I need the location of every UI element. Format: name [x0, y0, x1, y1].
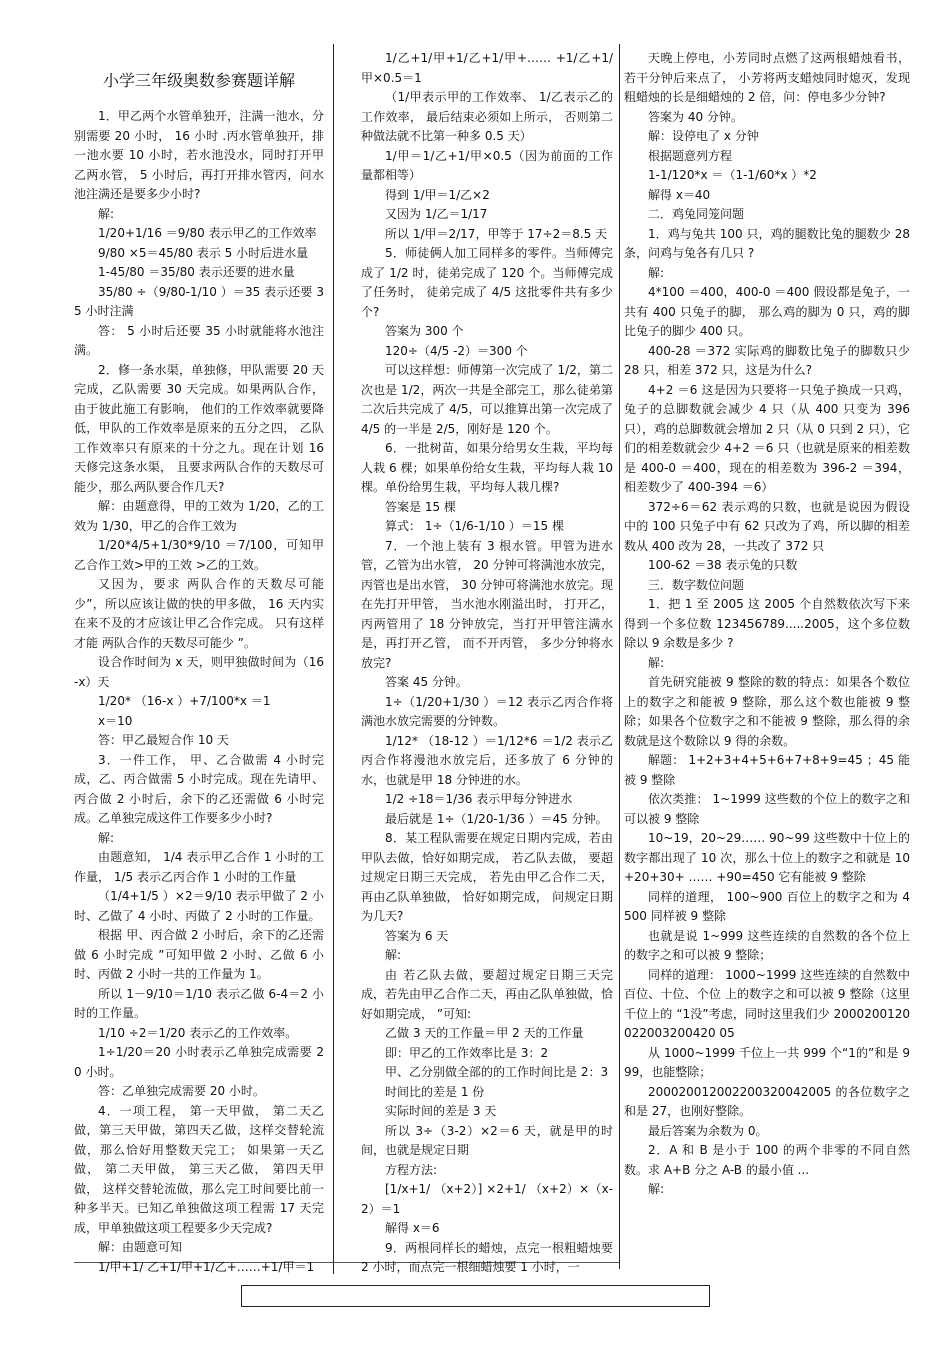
- paragraph: 同样的道理， 100~900 百位上的数字之和为 4500 同样被 9 整除: [624, 889, 910, 923]
- paragraph: x＝10: [98, 713, 133, 728]
- paragraph: 解题： 1+2+3+4+5+6+7+8+9=45 ；45 能被 9 整除: [624, 753, 910, 787]
- paragraph: 答案为 40 分钟。: [648, 109, 743, 124]
- paragraph: （1/甲表示甲的工作效率、 1/乙表示乙的工作效率， 最后结束必须如上所示， 否则第二种做法就不比第一种多 0.5 天）: [361, 90, 613, 143]
- paragraph: 372÷6＝62 表示鸡的只数，也就是说因为假设中的 100 只兔子中有 62 只改为了鸡，所以脚的相差数从 400 改为 28，一共改了 372 只: [624, 499, 910, 553]
- paragraph: 6．一批树苗，如果分给男女生栽，平均每人栽 6 棵；如果单份给女生栽，平均每人栽 10 棵。单份给男生栽，平均每人栽几棵?: [361, 441, 613, 494]
- paragraph: 200020012002200320042005 的各位数字之和是 27，也刚好整除。: [624, 1084, 910, 1118]
- paragraph: 答案是 15 棵: [385, 499, 456, 514]
- paragraph: 7．一个池上装有 3 根水管。甲管为进水管，乙管为出水管， 20 分钟可将满池水放完，丙管也是出水管， 30 分钟可将满池水放完。现在先打开甲管， 当水池水刚溢出时， 打开乙，丙两管用了 18 分钟放完，当打开甲管注满水是，再打开乙管， 而不开丙管， 多少分钟将水放完?: [361, 538, 613, 670]
- paragraph: 从 1000~1999 千位上一共 999 个“1的”和是 999，也能整除；: [624, 1045, 910, 1079]
- paragraph: 最后就是 1÷（1/20-1/36 ）＝45 分钟。: [385, 811, 608, 826]
- paragraph: 也就是说 1~999 这些连续的自然数的各个位上的数字之和可以被 9 整除；: [624, 928, 910, 962]
- paragraph: 1/2 ÷18＝1/36 表示甲每分钟进水: [385, 792, 573, 806]
- paragraph: 2．A 和 B 是小于 100 的两个非零的不同自然数。求 A+B 分之 A-B 的最小值 ...: [624, 1143, 910, 1177]
- paragraph: 解:: [648, 1182, 665, 1196]
- paragraph: 方程方法:: [385, 1162, 438, 1177]
- paragraph: 1/20* （16-x ）+7/100*x ＝1: [98, 694, 271, 708]
- paragraph: 同样的道理： 1000~1999 这些连续的自然数中百位、十位、个位 上的数字之和可以被 9 整除（这里千位上的 “1没”考虑，同时这里我们少 2000200120022003200420 05: [624, 967, 910, 1040]
- paragraph: 4．一项工程， 第一天甲做， 第二天乙做，第三天甲做，第四天乙做，这样交替轮流做，那么恰好用整数天完工； 如果第一天乙做， 第二天甲做， 第三天乙做， 第四天甲做， 这样交替轮流做，那么完工时间要比前一种多半天。已知乙单独做这项工程需 17 天完成，甲单独做这项工程要多少天完成?: [74, 1103, 324, 1235]
- paragraph: 答：乙单独完成需要 20 小时。: [98, 1084, 265, 1098]
- paragraph: 4+2 ＝6 这是因为只要将一只兔子换成一只鸡， 兔子的总脚数就会减少 4 只（从 400 只变为 396 只），鸡的总脚数就会增加 2 只（从 0 只到 2 只），它们的相差数就会少 4+2 ＝6 只（也就是原来的相差数是 400-0 ＝400，现在的相差数为 396-2 ＝394，相差数少了 400-394 ＝6）: [624, 382, 910, 494]
- paragraph: 由 若乙队去做，要超过规定日期三天完成，若先由甲乙合作二天，再由乙队单独做，恰好如期完成， ”可知:: [361, 967, 614, 1021]
- paragraph: 根据 甲、丙合做 2 小时后，余下的乙还需做 6 小时完成 ”可知甲做 2 小时、乙做 6 小时、丙做 2 小时一共的工作量为 1。: [74, 928, 324, 981]
- paragraph: 甲、乙分别做全部的的工作时间比是 2：3: [385, 1065, 609, 1079]
- paragraph: 又因为 1/乙＝1/17: [385, 207, 488, 221]
- column-divider-left: [333, 44, 334, 1274]
- paragraph: 最后答案为余数为 0。: [648, 1123, 768, 1138]
- paragraph: 1．甲乙两个水管单独开，注满一池水，分别需要 20 小时， 16 小时 .丙水管单独开，排一池水要 10 小时，若水池没水，同时打开甲乙两水管， 5 小时后，再打开排水管丙，问水池注满还是要多少小时?: [74, 109, 324, 201]
- paragraph: 解得 x＝40: [648, 187, 711, 202]
- paragraph: 1/20*4/5+1/30*9/10 ＝7/100，可知甲乙合作工效>甲的工效 >乙的工效。: [74, 538, 324, 572]
- paragraph: 二．鸡兔同笼问题: [648, 207, 745, 221]
- paragraph: 即：甲乙的工作效率比是 3：2: [385, 1045, 549, 1060]
- paragraph: 1÷（1/20+1/30 ）＝12 表示乙丙合作将满池水放完需要的分钟数。: [361, 694, 613, 728]
- paragraph: 2．修一条水渠，单独修，甲队需要 20 天完成，乙队需要 30 天完成。如果两队合作，由于彼此施工有影响， 他们的工作效率就要降低，甲队的工作效率是原来的五分之四， 乙队工作效率只有原来的十分之九。现在计划 16 天修完这条水渠， 且要求两队合作的天数尽可能少，那么两队要合作几天?: [74, 362, 324, 494]
- paragraph: 4*100 ＝400，400-0 ＝400 假设都是兔子，一共有 400 只兔子的脚， 那么鸡的脚为 0 只，鸡的脚比兔子的脚少 400 只。: [624, 285, 910, 338]
- paragraph: 解:: [98, 206, 115, 221]
- document-title: 小学三年级奥数参赛题详解: [102, 71, 295, 90]
- column-2-body: [361, 49, 613, 1278]
- paragraph: 9．两根同样长的蜡烛，点完一根粗蜡烛要 2 小时，而点完一根细蜡烛要 1 小时，一: [361, 1240, 613, 1274]
- paragraph: 解:: [648, 265, 665, 280]
- paragraph: 5．师徒俩人加工同样多的零件。当师傅完成了 1/2 时，徒弟完成了 120 个。当师傅完成了任务时， 徒弟完成了 4/5 这批零件共有多少个?: [361, 246, 613, 319]
- paragraph: 解:: [648, 655, 665, 670]
- paragraph: 天晚上停电，小芳同时点燃了这两根蜡烛看书，若干分钟后来点了， 小芳将两支蜡烛同时熄灭，发现粗蜡烛的长是细蜡烛的 2 倍，问：停电多少分钟?: [624, 51, 910, 104]
- paragraph: 9/80 ×5＝45/80 表示 5 小时后进水量: [98, 245, 309, 260]
- paragraph: 10~19，20~29…… 90~99 这些数中十位上的数字都出现了 10 次，那么十位上的数字之和就是 10+20+30+ …… +90=450 它有能被 9 整除: [624, 831, 910, 884]
- paragraph: 答案为 6 天: [385, 928, 449, 943]
- paragraph: 解：由题意可知: [98, 1240, 183, 1254]
- paragraph: 120÷（4/5 -2）＝300 个: [385, 343, 528, 358]
- paragraph: 1/甲＝1/乙+1/甲×0.5（因为前面的工作量都相等）: [361, 148, 613, 182]
- paragraph: 1-45/80 ＝35/80 表示还要的进水量: [98, 265, 295, 279]
- paragraph: 所以 1/甲＝2/17，甲等于 17÷2＝8.5 天: [385, 226, 608, 241]
- paragraph: 时间比的差是 1 份: [385, 1084, 485, 1099]
- paragraph: 1．鸡与兔共 100 只，鸡的腿数比兔的腿数少 28 条，问鸡与兔各有几只 ?: [624, 226, 910, 260]
- paragraph: 8．某工程队需要在规定日期内完成，若由甲队去做，恰好如期完成， 若乙队去做， 要超过规定日期三天完成， 若先由甲乙合作二天，再由乙队单独做， 恰好如期完成， 问规定日期为几天?: [361, 831, 613, 923]
- paragraph: 解:: [385, 948, 402, 962]
- paragraph: 依次类推： 1~1999 这些数的个位上的数字之和可以被 9 整除: [624, 792, 910, 826]
- column-2: [361, 49, 613, 1278]
- paragraph: 1/12* （18-12 ）＝1/12*6 ＝1/2 表示乙丙合作将漫池水放完后，还多放了 6 分钟的水，也就是甲 18 分钟进的水。: [361, 733, 613, 787]
- paragraph: 答： 5 小时后还要 35 小时就能将水池注满。: [74, 323, 324, 357]
- paragraph: 答案为 300 个: [385, 324, 464, 338]
- paragraph: 首先研究能被 9 整除的数的特点：如果各个数位上的数字之和能被 9 整除，那么这个数也能被 9 整除；如果各个位数字之和不能被 9 整除，那么得的余数就是这个数除以 9 得的余数。: [624, 675, 910, 748]
- paragraph: 1．把 1 至 2005 这 2005 个自然数依次写下来得到一个多位数 123456789.....2005，这个多位数除以 9 余数是多少 ?: [624, 597, 910, 650]
- paragraph: 1/20+1/16 ＝9/80 表示甲乙的工作效率: [98, 226, 317, 240]
- paragraph: 可以这样想：师傅第一次完成了 1/2，第二次也是 1/2，两次一共是全部完工，那么徒弟第二次后共完成了 4/5，可以推算出第一次完成了 4/5 的一半是 2/5，刚好是 120 个。: [361, 363, 613, 436]
- paragraph: 1-1/120*x ＝（1-1/60*x ）*2: [648, 168, 817, 182]
- paragraph: 解:: [98, 830, 115, 845]
- paragraph: 100-62 ＝38 表示兔的只数: [648, 558, 798, 572]
- paragraph: 得到 1/甲＝1/乙×2: [385, 187, 490, 202]
- column-3: [624, 49, 910, 1200]
- paragraph: 算式： 1÷（1/6-1/10 ）＝15 棵: [385, 519, 564, 533]
- paragraph: 乙做 3 天的工作量＝甲 2 天的工作量: [385, 1026, 584, 1040]
- paragraph: 解得 x＝6: [385, 1221, 440, 1235]
- paragraph: 1/10 ÷2＝1/20 表示乙的工作效率。: [98, 1025, 298, 1040]
- paragraph: 答案 45 分钟。: [385, 675, 468, 689]
- paragraph: 答：甲乙最短合作 10 天: [98, 733, 229, 747]
- paragraph: 所以 3÷（3-2）×2＝6 天，就是甲的时间，也就是规定日期: [361, 1123, 613, 1157]
- paragraph: 1/乙+1/甲+1/乙+1/甲+…… +1/乙+1/甲×0.5＝1: [361, 51, 613, 85]
- footer-box: [241, 1285, 710, 1307]
- paragraph: 实际时间的差是 3 天: [385, 1104, 497, 1118]
- paragraph: [1/x+1/ （x+2）] ×2+1/ （x+2）×（x-2）＝1: [361, 1182, 613, 1216]
- paragraph: 3．一件工作， 甲、乙合做需 4 小时完成，乙、丙合做需 5 小时完成。现在先请甲、丙合做 2 小时后，余下的乙还需做 6 小时完成。乙单独完成这件工作要多少小时?: [74, 752, 324, 825]
- paragraph: 1÷1/20＝20 小时表示乙单独完成需要 20 小时。: [74, 1045, 324, 1079]
- paragraph: 又因为，要求 两队合作的天数尽可能少”，所以应该让做的快的甲多做， 16 天内实在来不及的才应该让甲乙合作完成。 只有这样才能 两队合作的天数尽可能少 ”。: [74, 577, 324, 650]
- paragraph: 1/甲+1/ 乙+1/甲+1/乙+……+1/甲＝1: [98, 1259, 315, 1274]
- paragraph: 设合作时间为 x 天，则甲独做时间为（16-x）天: [74, 655, 324, 689]
- column-1: [74, 44, 324, 1277]
- paragraph: 根据题意列方程: [648, 148, 733, 163]
- paragraph: 解：由题意得，甲的工效为 1/20，乙的工效为 1/30，甲乙的合作工效为: [74, 499, 324, 533]
- paragraph: 所以 1－9/10＝1/10 表示乙做 6-4＝2 小时的工作量。: [74, 986, 324, 1020]
- column-3-body: [624, 49, 910, 1200]
- paragraph: 解：设停电了 x 分钟: [648, 129, 759, 143]
- column-divider-right: [619, 44, 620, 1269]
- paragraph: 三．数字数位问题: [648, 577, 745, 592]
- paragraph: 由题意知， 1/4 表示甲乙合作 1 小时的工作量， 1/5 表示乙丙合作 1 小时的工作量: [74, 850, 324, 884]
- paragraph: 35/80 ÷（9/80-1/10 ）＝35 表示还要 35 小时注满: [74, 284, 324, 318]
- column-1-body: [74, 107, 324, 1277]
- paragraph: （1/4+1/5 ）×2＝9/10 表示甲做了 2 小时、乙做了 4 小时、丙做了 2 小时的工作量。: [74, 889, 324, 923]
- paragraph: 400-28 ＝372 实际鸡的脚数比兔子的脚数只少 28 只，相差 372 只，这是为什么?: [624, 343, 910, 377]
